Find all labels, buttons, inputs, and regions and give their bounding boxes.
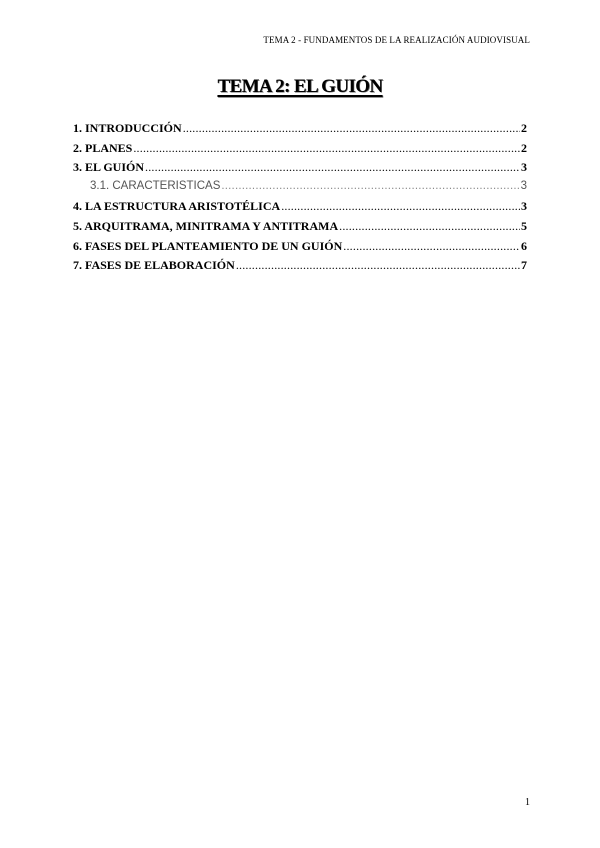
running-header: TEMA 2 - FUNDAMENTOS DE LA REALIZACIÓN AUDIOVISUAL — [263, 35, 530, 45]
toc-leader-dots — [183, 121, 520, 136]
toc-entry-page: 7 — [521, 258, 527, 273]
toc-leader-dots — [236, 258, 520, 273]
toc-entry-label: 6. FASES DEL PLANTEAMIENTO DE UN GUIÓN — [73, 238, 343, 253]
toc-leader-dots — [145, 160, 520, 175]
toc-entry-page: 3 — [521, 199, 527, 214]
toc-entry-page: 2 — [521, 121, 527, 135]
toc-entry-label: 4. LA ESTRUCTURA ARISTOTÉLICA — [73, 199, 281, 214]
toc-leader-dots — [133, 141, 520, 156]
toc-entry-label: 3. EL GUIÓN — [73, 160, 145, 175]
toc-leader-dots — [343, 239, 520, 254]
toc-entry-estructura-aristotelica[interactable] — [73, 199, 527, 219]
toc-entry-page: 3 — [520, 179, 527, 192]
toc-entry-introduccion[interactable] — [73, 121, 527, 141]
page-title: TEMA 2: EL GUIÓN — [217, 76, 383, 97]
toc-entry-label: 2. PLANES — [73, 140, 133, 155]
toc-entry-page: 2 — [521, 140, 527, 155]
toc-leader-dots — [281, 199, 520, 214]
toc-entry-arquitrama[interactable] — [73, 219, 527, 239]
toc-entry-fases-planteamiento[interactable] — [73, 239, 527, 259]
toc-entry-label: 5. ARQUITRAMA, MINITRAMA Y ANTITRAMA — [73, 218, 339, 233]
toc-entry-planes[interactable] — [73, 141, 527, 161]
toc-entry-caracteristicas[interactable] — [73, 180, 527, 200]
table-of-contents — [73, 121, 527, 278]
toc-entry-page: 6 — [521, 238, 527, 253]
toc-entry-el-guion[interactable] — [73, 160, 527, 180]
toc-entry-page: 5 — [521, 218, 527, 233]
page-number: 1 — [525, 797, 530, 808]
toc-entry-label: 1. INTRODUCCIÓN — [73, 121, 182, 135]
toc-entry-label: 7. FASES DE ELABORACIÓN — [73, 258, 235, 273]
toc-leader-dots — [221, 180, 519, 192]
toc-entry-fases-elaboracion[interactable] — [73, 258, 527, 278]
toc-leader-dots — [339, 219, 520, 234]
toc-entry-label: 3.1. CARACTERÍSTICAS — [90, 179, 221, 192]
toc-entry-page: 3 — [521, 160, 527, 175]
